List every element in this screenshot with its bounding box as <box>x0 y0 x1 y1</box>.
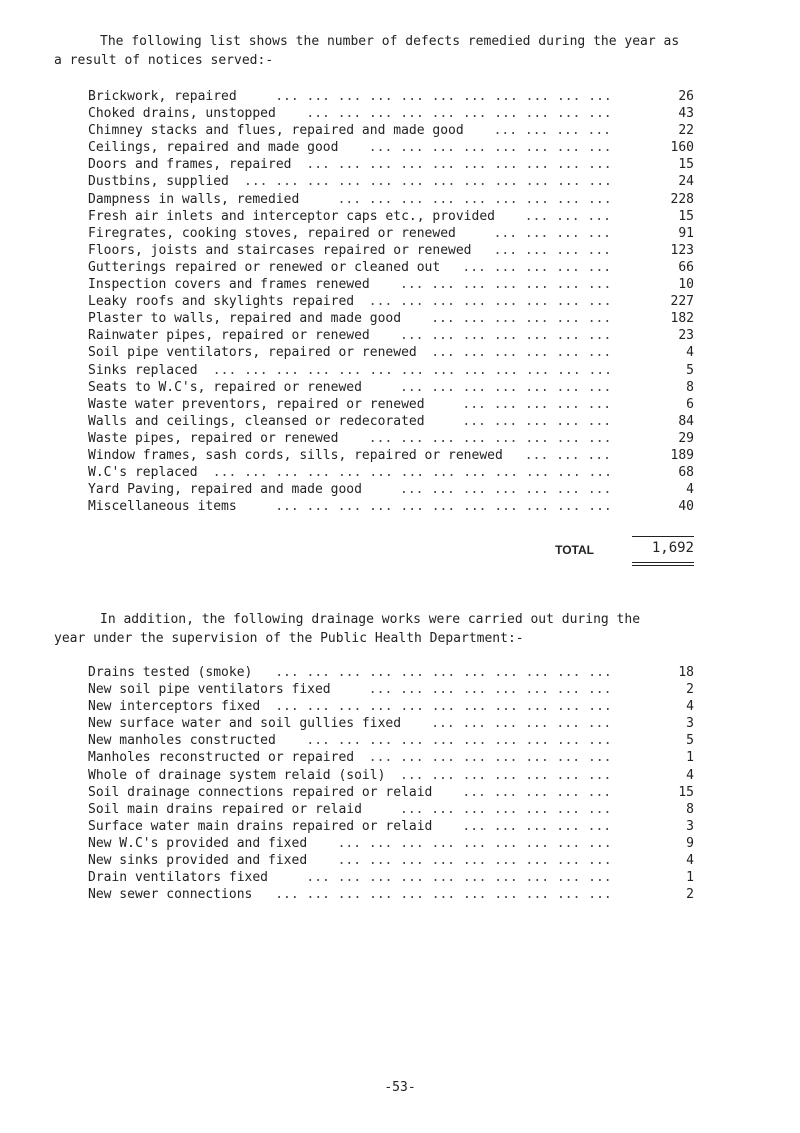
drainage-row-value: 5 <box>686 733 694 749</box>
defect-row <box>88 173 694 190</box>
intro-2-line-2: year under the supervision of the Public Health Department:- <box>54 631 524 646</box>
defect-row-label: Firegrates, cooking stoves, repaired or renewed <box>88 225 456 241</box>
leader-dots: ... ... ... ... ... ... ... ... ... <box>337 835 612 851</box>
defect-row-value: 5 <box>686 362 694 378</box>
drainage-row-label: New surface water and soil gullies fixed <box>88 716 402 732</box>
drainage-row-label: Drains tested (smoke) <box>88 665 253 680</box>
defect-row-label: Doors and frames, repaired <box>88 157 292 173</box>
defect-row-value: 228 <box>670 191 694 207</box>
defect-row-value: 182 <box>670 311 694 327</box>
defect-row-value: 15 <box>678 157 694 173</box>
leader-dots: ... ... ... <box>524 447 611 463</box>
defect-row <box>88 481 694 498</box>
drainage-row <box>88 715 694 732</box>
drainage-row-label: Soil drainage connections repaired or relaid <box>88 784 433 800</box>
defect-row-label: Chimney stacks and flues, repaired and made good <box>88 123 464 139</box>
defect-row-value: 10 <box>678 277 694 293</box>
defect-row-label: Soil pipe ventilators, repaired or renewed <box>88 345 417 361</box>
defect-row-value: 40 <box>678 499 694 515</box>
defect-row <box>88 413 694 430</box>
defect-row-label: Dampness in walls, remedied <box>88 191 300 207</box>
leader-dots: ... ... ... ... ... ... ... ... ... ... ... <box>275 665 612 680</box>
defect-row-value: 68 <box>678 465 694 481</box>
defect-row-value: 22 <box>678 123 694 139</box>
leader-dots: ... ... ... ... ... ... ... ... ... ... ... ... <box>244 174 612 190</box>
drainage-row-value: 3 <box>686 818 694 834</box>
intro-paragraph-1 <box>54 32 734 70</box>
defect-row <box>88 362 694 379</box>
drainage-row-label: New manholes constructed <box>88 733 276 749</box>
intro-1-line-1: The following list shows the number of defects remedied during the year as <box>100 34 680 49</box>
drainage-row-label: New interceptors fixed <box>88 699 261 715</box>
leader-dots: ... ... ... ... ... ... ... ... <box>368 750 612 766</box>
defects-table <box>88 88 694 515</box>
leader-dots: ... ... ... ... ... ... ... ... ... ... ... ... ... <box>212 362 612 378</box>
defect-row <box>88 344 694 361</box>
drainage-table <box>88 664 694 903</box>
defect-row-value: 29 <box>678 430 694 446</box>
defect-row <box>88 464 694 481</box>
drainage-row-label: Surface water main drains repaired or relaid <box>88 818 433 834</box>
page-number: -53- <box>384 1080 416 1095</box>
drainage-row-label: Whole of drainage system relaid (soil) <box>88 767 386 783</box>
leader-dots: ... ... ... ... ... ... ... ... <box>368 430 612 446</box>
leader-dots: ... ... ... ... ... ... ... ... ... <box>337 853 612 869</box>
drainage-row-value: 18 <box>678 665 694 680</box>
defect-row <box>88 225 694 242</box>
drainage-row <box>88 664 694 681</box>
defect-row <box>88 276 694 293</box>
defect-row-value: 84 <box>678 413 694 429</box>
defect-row-value: 6 <box>686 396 694 412</box>
drainage-row <box>88 886 694 903</box>
drainage-row <box>88 801 694 818</box>
defect-row-value: 160 <box>670 140 694 156</box>
leader-dots: ... ... ... ... <box>493 242 611 258</box>
leader-dots: ... ... ... ... ... ... ... ... ... <box>337 191 612 207</box>
defect-row-label: Brickwork, repaired <box>88 89 237 104</box>
leader-dots: ... ... ... ... ... ... ... <box>400 482 612 498</box>
drainage-row-label: Drain ventilators fixed <box>88 870 269 886</box>
leader-dots: ... ... ... ... ... ... ... ... <box>368 294 612 310</box>
leader-dots: ... ... ... <box>524 208 611 224</box>
defect-row-value: 15 <box>678 208 694 224</box>
defect-row <box>88 327 694 344</box>
defect-row <box>88 105 694 122</box>
defect-row <box>88 122 694 139</box>
defect-row-label: Inspection covers and frames renewed <box>88 277 370 293</box>
intro-1-line-2: a result of notices served:- <box>54 53 274 68</box>
defect-row-value: 24 <box>678 174 694 190</box>
drainage-row <box>88 818 694 835</box>
defect-row-value: 189 <box>670 447 694 463</box>
leader-dots: ... ... ... ... ... ... <box>431 345 612 361</box>
defect-row-value: 66 <box>678 259 694 275</box>
defect-row-label: Choked drains, unstopped <box>88 106 276 122</box>
defect-row <box>88 191 694 208</box>
drainage-row-value: 2 <box>686 682 694 698</box>
drainage-row-value: 2 <box>686 887 694 903</box>
leader-dots: ... ... ... ... ... ... <box>431 311 612 327</box>
drainage-row <box>88 681 694 698</box>
drainage-row-value: 4 <box>686 853 694 869</box>
defect-row-label: Seats to W.C's, repaired or renewed <box>88 379 362 395</box>
leader-dots: ... ... ... ... ... ... ... ... ... ... ... <box>275 499 612 515</box>
drainage-row-label: New soil pipe ventilators fixed <box>88 682 331 698</box>
defect-row-label: Dustbins, supplied <box>88 174 229 190</box>
defect-row-label: Waste water preventors, repaired or renewed <box>88 396 425 412</box>
drainage-row-value: 4 <box>686 767 694 783</box>
leader-dots: ... ... ... ... ... <box>462 413 612 429</box>
defect-row <box>88 88 694 105</box>
defect-row-label: Gutterings repaired or renewed or cleaned out <box>88 259 441 275</box>
defect-row-label: Ceilings, repaired and made good <box>88 140 339 156</box>
defect-row-value: 123 <box>670 242 694 258</box>
defect-row <box>88 293 694 310</box>
leader-dots: ... ... ... ... ... ... ... ... ... ... <box>306 157 612 173</box>
defect-row <box>88 430 694 447</box>
leader-dots: ... ... ... ... ... <box>462 784 612 800</box>
defect-row <box>88 242 694 259</box>
total-row <box>88 540 694 560</box>
leader-dots: ... ... ... ... <box>493 225 611 241</box>
drainage-row <box>88 732 694 749</box>
total-rule-top <box>632 536 694 537</box>
drainage-row <box>88 869 694 886</box>
leader-dots: ... ... ... ... ... ... ... ... <box>368 140 612 156</box>
defect-row-label: Yard Paving, repaired and made good <box>88 482 362 498</box>
leader-dots: ... ... ... ... ... ... ... ... ... ... ... ... ... <box>212 465 612 481</box>
defect-row-value: 23 <box>678 328 694 344</box>
leader-dots: ... ... ... ... ... ... ... <box>400 801 612 817</box>
defect-row <box>88 156 694 173</box>
leader-dots: ... ... ... ... <box>493 123 611 139</box>
total-rule-double-1 <box>632 562 694 563</box>
drainage-row-label: New sinks provided and fixed <box>88 853 308 869</box>
leader-dots: ... ... ... ... ... ... ... <box>400 328 612 344</box>
drainage-row-label: Soil main drains repaired or relaid <box>88 801 362 817</box>
defect-row-label: W.C's replaced <box>88 465 198 481</box>
intro-2-line-1: In addition, the following drainage works were carried out during the <box>100 612 641 627</box>
defect-row <box>88 208 694 225</box>
defect-row-label: Sinks replaced <box>88 362 198 378</box>
leader-dots: ... ... ... ... ... ... ... ... ... ... <box>306 106 612 122</box>
defect-row-value: 4 <box>686 345 694 361</box>
leader-dots: ... ... ... ... ... ... ... ... ... ... ... <box>275 699 612 715</box>
leader-dots: ... ... ... ... ... ... ... ... ... ... <box>306 733 612 749</box>
defect-row-value: 26 <box>678 89 694 104</box>
defect-row-label: Floors, joists and staircases repaired or renewed <box>88 242 472 258</box>
total-label: TOTAL <box>555 543 594 557</box>
drainage-row-value: 9 <box>686 835 694 851</box>
drainage-row-value: 4 <box>686 699 694 715</box>
drainage-row-label: New sewer connections <box>88 887 253 903</box>
defect-row-value: 4 <box>686 482 694 498</box>
drainage-row <box>88 835 694 852</box>
defect-row-value: 8 <box>686 379 694 395</box>
drainage-row-value: 3 <box>686 716 694 732</box>
leader-dots: ... ... ... ... ... ... <box>431 716 612 732</box>
drainage-row <box>88 749 694 766</box>
defect-row-label: Miscellaneous items <box>88 499 237 515</box>
defect-row <box>88 447 694 464</box>
defect-row-label: Waste pipes, repaired or renewed <box>88 430 339 446</box>
leader-dots: ... ... ... ... ... ... ... <box>400 767 612 783</box>
total-rule-double-2 <box>632 565 694 566</box>
defect-row <box>88 396 694 413</box>
leader-dots: ... ... ... ... ... ... ... <box>400 277 612 293</box>
leader-dots: ... ... ... ... ... <box>462 818 612 834</box>
drainage-row <box>88 784 694 801</box>
leader-dots: ... ... ... ... ... ... ... ... <box>368 682 612 698</box>
intro-paragraph-2 <box>54 610 734 648</box>
defect-row-value: 43 <box>678 106 694 122</box>
drainage-row <box>88 852 694 869</box>
drainage-row <box>88 767 694 784</box>
drainage-row-label: Manholes reconstructed or repaired <box>88 750 355 766</box>
defect-row-label: Walls and ceilings, cleansed or redecorated <box>88 413 425 429</box>
leader-dots: ... ... ... ... ... <box>462 259 612 275</box>
defect-row <box>88 498 694 515</box>
drainage-row-label: New W.C's provided and fixed <box>88 835 308 851</box>
drainage-row <box>88 698 694 715</box>
drainage-row-value: 1 <box>686 870 694 886</box>
defect-row-label: Fresh air inlets and interceptor caps etc., provided <box>88 208 495 224</box>
defect-row <box>88 139 694 156</box>
defect-row-label: Plaster to walls, repaired and made good <box>88 311 402 327</box>
defect-row-label: Leaky roofs and skylights repaired <box>88 294 355 310</box>
defect-row <box>88 379 694 396</box>
drainage-row-value: 1 <box>686 750 694 766</box>
defect-row-value: 91 <box>678 225 694 241</box>
leader-dots: ... ... ... ... ... ... ... ... ... ... <box>306 870 612 886</box>
leader-dots: ... ... ... ... ... ... ... <box>400 379 612 395</box>
leader-dots: ... ... ... ... ... ... ... ... ... ... ... <box>275 89 612 104</box>
drainage-row-value: 8 <box>686 801 694 817</box>
defect-row <box>88 259 694 276</box>
total-value: 1,692 <box>651 540 694 556</box>
leader-dots: ... ... ... ... ... <box>462 396 612 412</box>
defect-row-label: Window frames, sash cords, sills, repaired or renewed <box>88 447 503 463</box>
defect-row <box>88 310 694 327</box>
defect-row-label: Rainwater pipes, repaired or renewed <box>88 328 370 344</box>
leader-dots: ... ... ... ... ... ... ... ... ... ... ... <box>275 887 612 903</box>
drainage-row-value: 15 <box>678 784 694 800</box>
defect-row-value: 227 <box>670 294 694 310</box>
